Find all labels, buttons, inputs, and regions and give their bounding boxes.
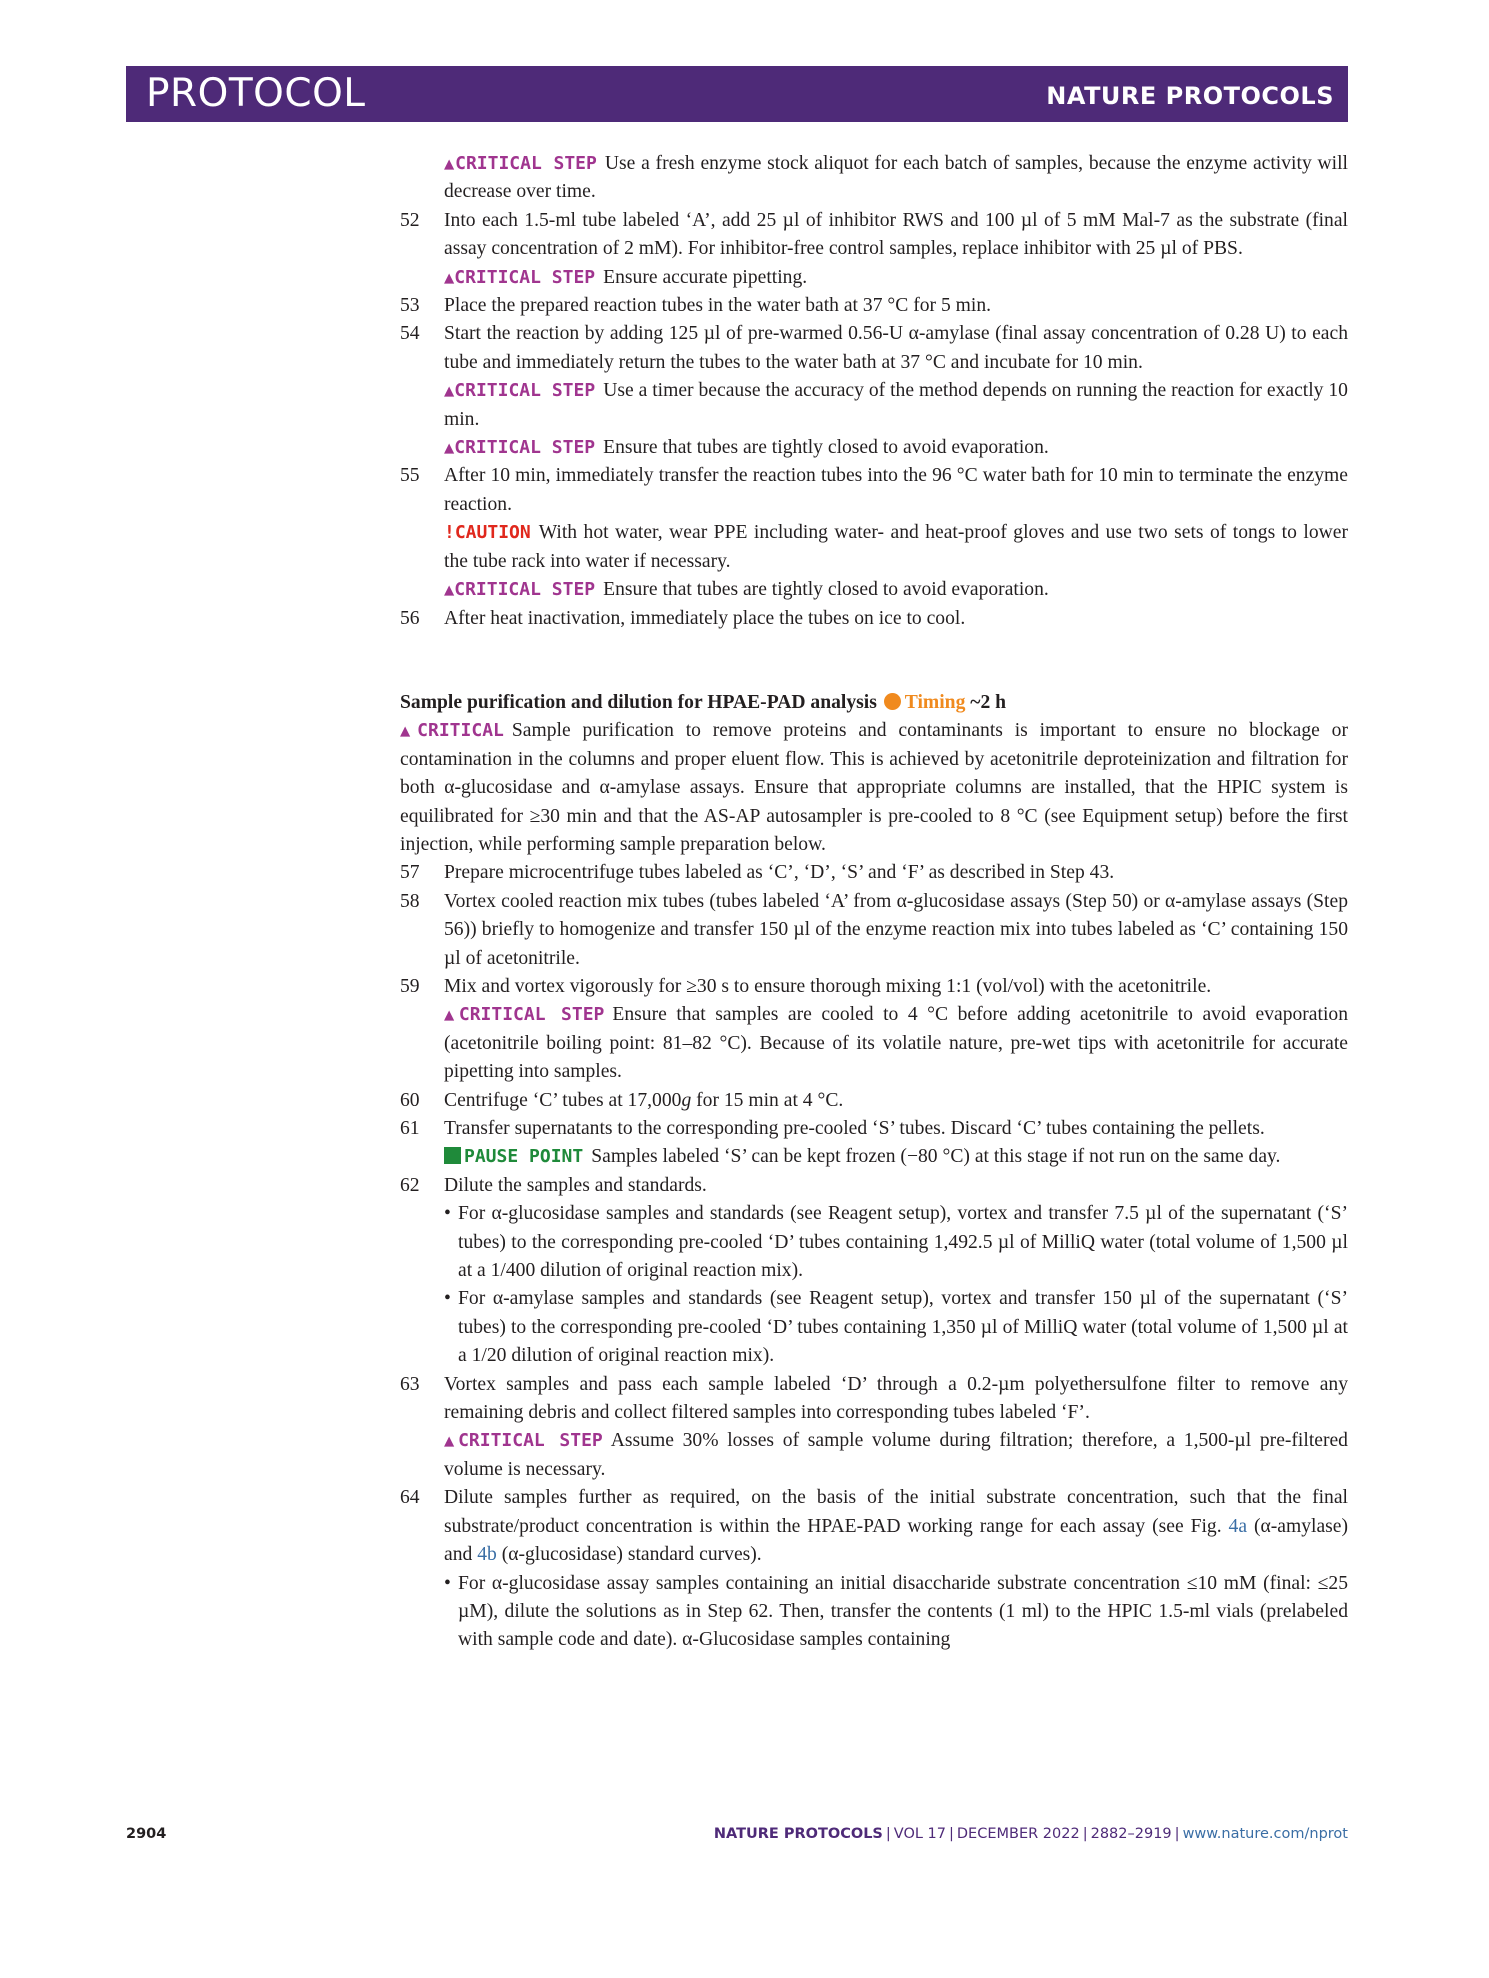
step-number: 55 — [400, 465, 420, 487]
warning-triangle-icon: ▲ — [444, 381, 455, 402]
critical-step-note: ▲CRITICAL STEP Assume 30% losses of sample volume during filtration; therefore, a 1,500-µl pre-filtered volume is necessary. — [444, 1430, 1348, 1480]
step-text: Transfer supernatants to the corresponding pre-cooled ‘S’ tubes. Discard ‘C’ tubes containing the pellets. — [444, 1118, 1265, 1139]
step-number: 54 — [400, 323, 420, 345]
timing-clock-icon — [884, 693, 901, 710]
step-text: Vortex cooled reaction mix tubes (tubes labeled ‘A’ from α-glucosidase assays (Step 50) or α-amylase assays (Step 56)) briefly to homogenize and transfer 150 µl of the enzyme reaction mix into tubes labeled as ‘C’ containing 150 µl of acetonitrile. — [444, 890, 1348, 969]
step-63 — [400, 1371, 1348, 1485]
step-text: Mix and vortex vigorously for ≥30 s to ensure thorough mixing 1:1 (vol/vol) with the acetonitrile. — [444, 975, 1212, 997]
critical-step-label: ▲CRITICAL STEP — [444, 153, 597, 174]
step-59 — [400, 973, 1348, 1087]
footer-citation: NATURE PROTOCOLS | VOL 17 | DECEMBER 2022 | 2882–2919 | www.nature.com/nprot — [713, 1826, 1348, 1842]
bullet-icon: • — [444, 1203, 451, 1225]
step-54 — [400, 320, 1348, 462]
critical-step-note: ▲CRITICAL STEP Use a fresh enzyme stock aliquot for each batch of samples, because the enzyme activity will decrease over time. — [444, 153, 1348, 203]
step-number: 53 — [400, 295, 420, 317]
critical-step-note: ▲CRITICAL STEP Use a timer because the accuracy of the method depends on running the reaction for exactly 10 min. — [444, 380, 1348, 430]
step-text: Vortex samples and pass each sample labeled ‘D’ through a 0.2-µm polyethersulfone filter to remove any remaining debris and collect filtered samples into corresponding tubes labeled ‘F’. — [444, 1373, 1348, 1424]
step-number: 60 — [400, 1089, 420, 1111]
warning-triangle-icon: ▲ — [400, 721, 418, 742]
page-number: 2904 — [126, 1826, 167, 1842]
step-number: 64 — [400, 1487, 420, 1509]
footer-pages: 2882–2919 — [1090, 1826, 1172, 1842]
timing-label: Timing — [904, 691, 966, 713]
main-content — [400, 150, 1348, 1655]
step-text: Start the reaction by adding 125 µl of pre-warmed 0.56-U α-amylase (final assay concentration of 0.28 U) to each tube and immediately return the tubes to the water bath at 37 °C and incubate for 10 min. — [444, 323, 1348, 373]
pause-square-icon — [444, 1147, 461, 1164]
step-number: 52 — [400, 209, 420, 231]
step-61 — [400, 1115, 1348, 1172]
critical-step-note: ▲CRITICAL STEP Ensure that tubes are tightly closed to avoid evaporation. — [444, 437, 1049, 459]
bullet-icon: • — [444, 1288, 451, 1310]
figure-link-4b[interactable]: 4b — [477, 1544, 497, 1566]
step-number: 63 — [400, 1373, 420, 1395]
step-60 — [400, 1087, 1348, 1115]
footer-date: DECEMBER 2022 — [956, 1826, 1080, 1842]
header-banner — [126, 66, 1348, 122]
step-number: 56 — [400, 607, 420, 629]
step-55 — [400, 462, 1348, 604]
step-text: Place the prepared reaction tubes in the water bath at 37 °C for 5 min. — [444, 295, 992, 317]
footer-journal: NATURE PROTOCOLS — [713, 1826, 883, 1842]
warning-triangle-icon: ▲ — [444, 580, 455, 601]
step-58 — [400, 888, 1348, 973]
figure-link-4a[interactable]: 4a — [1228, 1515, 1248, 1537]
warning-triangle-icon: ▲ — [444, 1005, 459, 1026]
critical-step-note: ▲CRITICAL STEP Ensure that tubes are tightly closed to avoid evaporation. — [444, 579, 1049, 601]
footer-volume: VOL 17 — [893, 1826, 946, 1842]
critical-step-note: ▲CRITICAL STEP Ensure accurate pipetting. — [444, 266, 808, 288]
step-text: Dilute samples further as required, on the basis of the initial substrate concentration, such that the final substrate/product concentration is within the HPAE-PAD working range for each assay (see Fig. 4a (α-amylase) and 4b (α-glucosidase) standard curves). — [444, 1487, 1348, 1566]
warning-triangle-icon: ▲ — [444, 438, 455, 459]
timing-value: ~2 h — [970, 691, 1007, 713]
step-number: 62 — [400, 1174, 420, 1196]
step-text: Into each 1.5-ml tube labeled ‘A’, add 25 µl of inhibitor RWS and 100 µl of 5 mM Mal-7 as the substrate (final assay concentration of 2 mM). For inhibitor-free control samples, replace inhibitor with 25 µl of PBS. — [444, 209, 1348, 260]
section-title: Sample purification and dilution for HPAE-PAD analysis — [400, 691, 877, 713]
caution-note: !CAUTION With hot water, wear PPE including water- and heat-proof gloves and use two sets of tongs to lower the tube rack into water if necessary. — [444, 522, 1348, 572]
step-56 — [400, 605, 1348, 633]
step-number: 59 — [400, 975, 420, 997]
article-type-label: PROTOCOL — [146, 71, 366, 116]
step-text: Centrifuge ‘C’ tubes at 17,000g for 15 min at 4 °C. — [444, 1089, 844, 1111]
list-item: • For α-glucosidase assay samples containing an initial disaccharide substrate concentration ≤10 mM (final: ≤25 µM), dilute the solutions as in Step 62. Then, transfer the contents (1 ml) to the HPIC 1.5-ml vials (prelabeled with sample code and date). α-Glucosidase samples containing — [400, 1570, 1348, 1655]
step-52 — [400, 207, 1348, 292]
pause-point-label: PAUSE POINT — [444, 1146, 583, 1167]
step-64 — [400, 1484, 1348, 1569]
step-number: 58 — [400, 890, 420, 912]
pause-point-note: PAUSE POINT Samples labeled ‘S’ can be kept frozen (−80 °C) at this stage if not run on the same day. — [444, 1143, 1348, 1171]
exclamation-icon: ! — [444, 522, 455, 544]
step-text: After heat inactivation, immediately place the tubes on ice to cool. — [444, 607, 966, 629]
critical-step-note: ▲CRITICAL STEP Ensure that samples are cooled to 4 °C before adding acetonitrile to avoid evaporation (acetonitrile boiling point: 81–82 °C). Because of its volatile nature, pre-wet tips with acetonitrile for accurate pipetting into samples. — [444, 1004, 1348, 1083]
step-text: Dilute the samples and standards. — [444, 1174, 707, 1196]
footer-url-link[interactable]: www.nature.com/nprot — [1182, 1826, 1348, 1842]
caution-label: !CAUTION — [444, 522, 531, 544]
step-57 — [400, 859, 1348, 887]
warning-triangle-icon: ▲ — [444, 267, 455, 288]
step-number: 57 — [400, 862, 420, 884]
step-text: After 10 min, immediately transfer the reaction tubes into the 96 °C water bath for 10 min to terminate the enzyme reaction. — [444, 465, 1348, 515]
step-62 — [400, 1172, 1348, 1200]
section-critical-note: ▲CRITICAL Sample purification to remove proteins and contaminants is important to ensure no blockage or contamination in the columns and proper eluent flow. This is achieved by acetonitrile deproteinization and filtration for both α-glucosidase and α-amylase assays. Ensure that appropriate columns are installed, that the HPIC system is equilibrated for ≥30 min and that the AS-AP autosampler is pre-cooled to 8 °C (see Equipment setup) before the first injection, while performing sample preparation below. — [400, 720, 1348, 855]
step-number: 61 — [400, 1118, 420, 1139]
list-item: • For α-glucosidase samples and standards (see Reagent setup), vortex and transfer 7.5 µl of the supernatant (‘S’ tubes) to the corresponding pre-cooled ‘D’ tubes containing 1,492.5 µl of MilliQ water (total volume of 1,500 µl at a 1/400 dilution of original reaction mix). — [400, 1200, 1348, 1285]
warning-triangle-icon: ▲ — [444, 154, 456, 174]
journal-name: NATURE PROTOCOLS — [1046, 82, 1334, 110]
list-item: • For α-amylase samples and standards (see Reagent setup), vortex and transfer 150 µl of the supernatant (‘S’ tubes) to the corresponding pre-cooled ‘D’ tubes containing 1,350 µl of MilliQ water (total volume of 1,500 µl at a 1/20 dilution of original reaction mix). — [400, 1285, 1348, 1370]
bullet-icon: • — [444, 1572, 451, 1594]
step-53 — [400, 292, 1348, 320]
step-text: Prepare microcentrifuge tubes labeled as ‘C’, ‘D’, ‘S’ and ‘F’ as described in Step 43. — [444, 862, 1115, 884]
section-heading — [400, 689, 1348, 717]
warning-triangle-icon: ▲ — [444, 1431, 459, 1452]
